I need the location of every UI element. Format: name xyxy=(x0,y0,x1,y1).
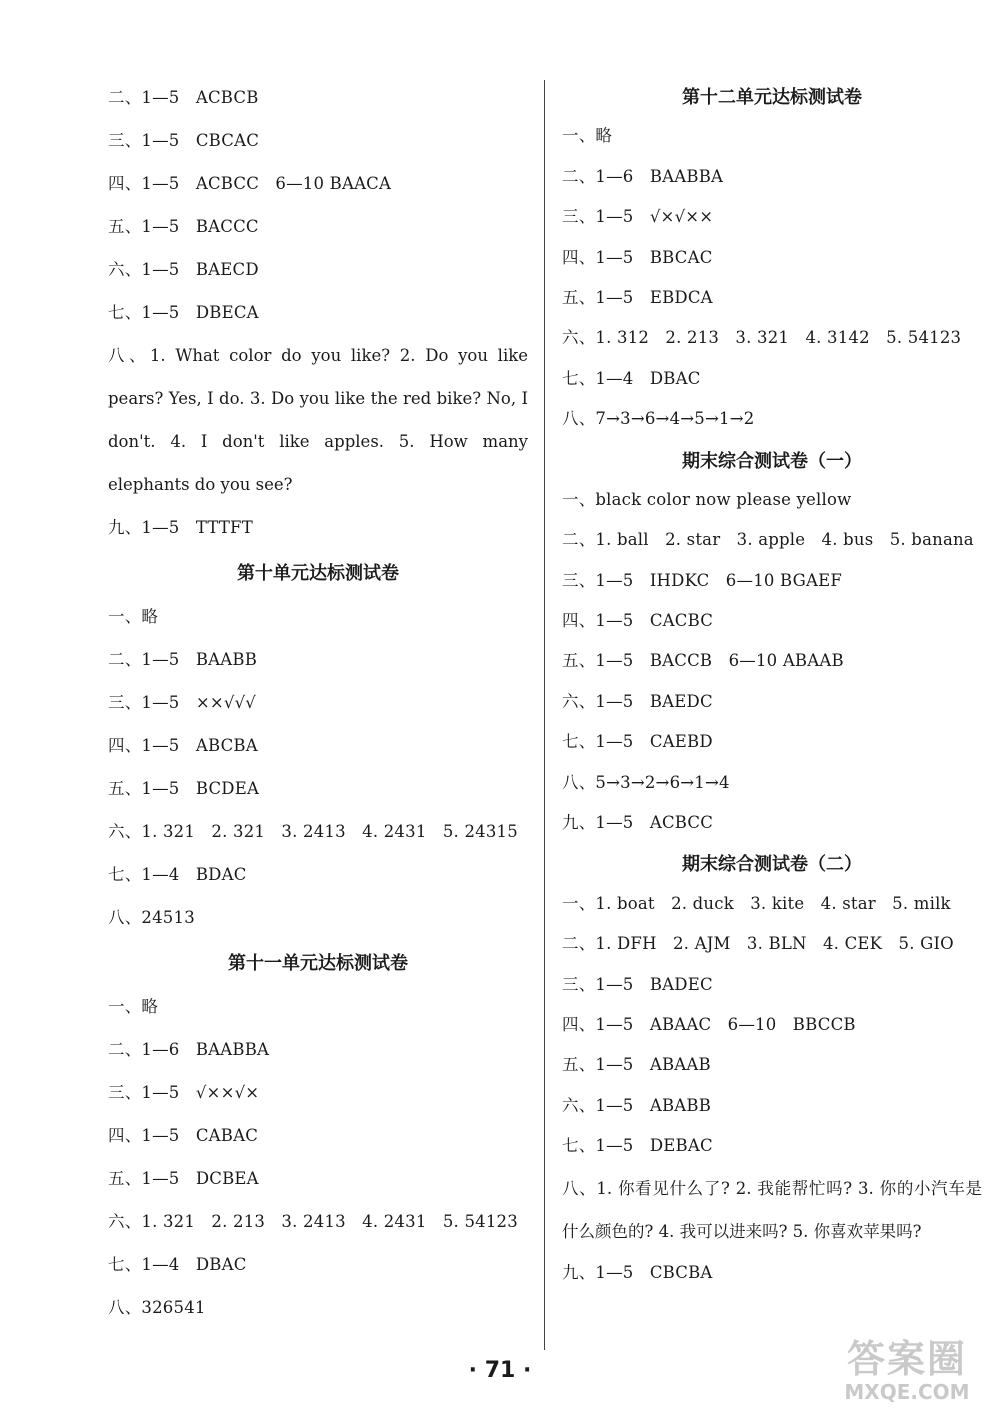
page-number: · 71 · xyxy=(468,1358,532,1383)
answer-line: 六、1—5 BAEDC xyxy=(562,691,713,711)
left-column xyxy=(108,76,528,1329)
answer-line: 五、1—5 ABAAB xyxy=(562,1055,711,1075)
answer-paragraph: 八、1. What color do you like? 2. Do you like pears? Yes, I do. 3. Do you like the red bike? No, I don't. 4. I don't like apples. 5. How many elephants do you see? xyxy=(108,346,528,494)
section-heading: 第十二单元达标测试卷 xyxy=(682,87,862,108)
section-heading: 期末综合测试卷（二） xyxy=(682,854,862,876)
answer-line: 九、1—5 CBCBA xyxy=(562,1262,713,1282)
answer-line: 二、1—5 BAABB xyxy=(108,650,258,669)
answer-line: 五、1—5 DCBEA xyxy=(108,1169,259,1188)
answer-line: 四、1—5 ACBCC 6—10 BAACA xyxy=(108,174,392,193)
answer-line: 一、略 xyxy=(108,607,159,626)
answer-line: 四、1—5 CACBC xyxy=(562,611,714,631)
answer-line: 五、1—5 BACCC xyxy=(108,217,259,236)
watermark-url: MXQE.COM xyxy=(844,1380,970,1404)
answer-line: 四、1—5 ABCBA xyxy=(108,736,258,755)
answer-line: 三、1—5 IHDKC 6—10 BGAEF xyxy=(562,570,843,590)
answer-line: 二、1—6 BAABBA xyxy=(108,1040,270,1059)
answer-line: 七、1—5 DEBAC xyxy=(562,1136,713,1156)
answer-line: 七、1—4 DBAC xyxy=(108,1255,247,1274)
answer-paragraph: 八、1. 你看见什么了? 2. 我能帮忙吗? 3. 你的小汽车是什么颜色的? 4. 我可以进来吗? 5. 你喜欢苹果吗? xyxy=(562,1178,982,1241)
answer-line: 八、5→3→2→6→1→4 xyxy=(562,772,730,792)
answer-line: 五、1—5 BCDEA xyxy=(108,779,260,798)
answer-line: 三、1—5 √×√×× xyxy=(562,207,714,227)
answer-line: 一、1. boat 2. duck 3. kite 4. star 5. milk xyxy=(562,893,951,913)
answer-line: 三、1—5 CBCAC xyxy=(108,131,260,150)
answer-line: 七、1—5 CAEBD xyxy=(562,732,713,752)
answer-line: 八、326541 xyxy=(108,1298,206,1317)
section-heading: 第十一单元达标测试卷 xyxy=(228,953,408,974)
section-heading: 第十单元达标测试卷 xyxy=(237,563,399,584)
answer-line: 三、1—5 ××√√√ xyxy=(108,693,257,712)
answer-line: 二、1—6 BAABBA xyxy=(562,166,724,186)
answer-line: 四、1—5 CABAC xyxy=(108,1126,259,1145)
answer-line: 六、1—5 BAECD xyxy=(108,260,259,279)
right-column xyxy=(562,76,982,1293)
answer-line: 七、1—5 DBECA xyxy=(108,303,259,322)
section-heading: 期末综合测试卷（一） xyxy=(682,450,862,472)
answer-line: 二、1. ball 2. star 3. apple 4. bus 5. banana xyxy=(562,530,974,550)
answer-line: 四、1—5 ABAAC 6—10 BBCCB xyxy=(562,1014,856,1034)
answer-line: 四、1—5 BBCAC xyxy=(562,247,713,267)
watermark-logo xyxy=(832,1336,982,1406)
answer-line: 七、1—4 BDAC xyxy=(108,865,247,884)
answer-line: 一、black color now please yellow xyxy=(562,489,852,509)
answer-line: 三、1—5 BADEC xyxy=(562,974,713,994)
answer-line: 三、1—5 √××√× xyxy=(108,1083,260,1102)
answer-line: 九、1—5 ACBCC xyxy=(562,813,714,833)
answer-line: 二、1. DFH 2. AJM 3. BLN 4. CEK 5. GIO xyxy=(562,934,954,954)
column-divider xyxy=(544,80,545,1350)
answer-line: 七、1—4 DBAC xyxy=(562,368,701,388)
answer-line: 六、1. 321 2. 321 3. 2413 4. 2431 5. 24315 xyxy=(108,822,518,841)
answer-line: 五、1—5 EBDCA xyxy=(562,287,713,307)
answer-line: 六、1—5 ABABB xyxy=(562,1095,712,1115)
answer-line: 八、24513 xyxy=(108,908,195,927)
answer-line: 六、1. 321 2. 213 3. 2413 4. 2431 5. 54123 xyxy=(108,1212,518,1231)
answer-line: 八、7→3→6→4→5→1→2 xyxy=(562,409,755,429)
answer-line: 二、1—5 ACBCB xyxy=(108,88,259,107)
answer-line: 六、1. 312 2. 213 3. 321 4. 3142 5. 54123 xyxy=(562,328,962,348)
answer-line: 一、略 xyxy=(108,997,159,1016)
answer-line: 一、略 xyxy=(562,126,613,146)
answer-line: 九、1—5 TTTFT xyxy=(108,518,253,537)
answer-line: 五、1—5 BACCB 6—10 ABAAB xyxy=(562,651,844,671)
watermark-logo-text: 答案圈 xyxy=(846,1337,967,1381)
